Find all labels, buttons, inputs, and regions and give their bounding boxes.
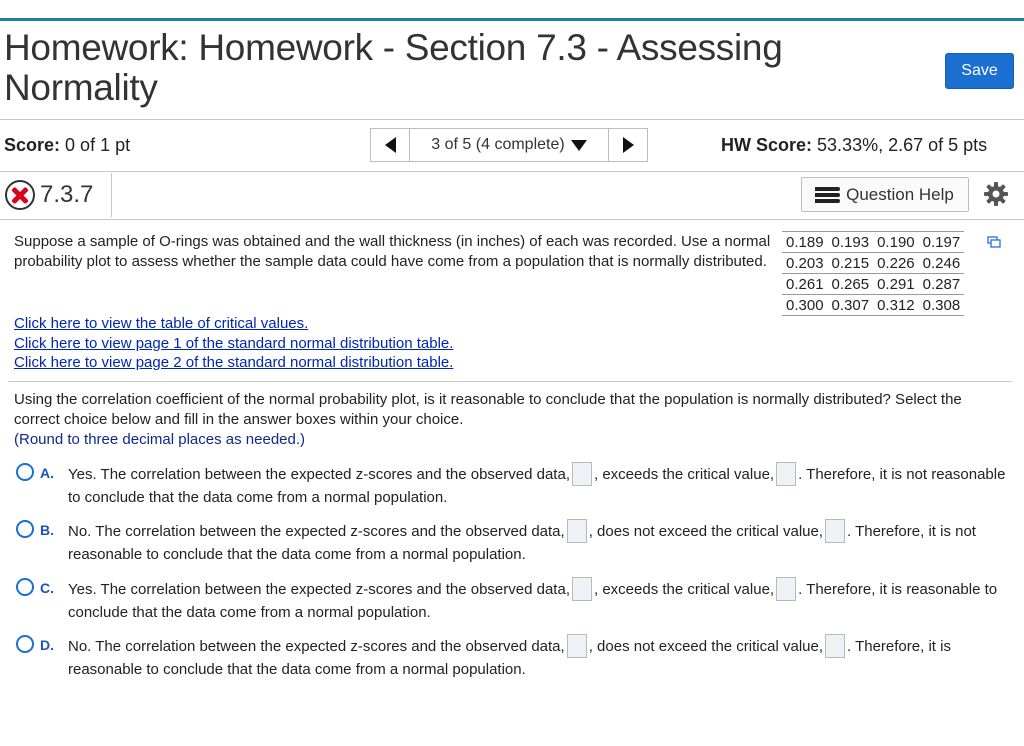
table-cell: 0.261 [782,274,828,295]
score [4,135,130,156]
save-button[interactable]: Save [945,53,1014,89]
choice-text-part: , exceeds the critical value, [594,466,775,483]
choice-text [68,634,1008,681]
choice-text-part: , does not exceed the critical value, [588,523,824,540]
table-cell: 0.291 [873,274,919,295]
gear-icon[interactable] [983,181,1009,207]
choice-text-part: , does not exceed the critical value, [588,638,824,655]
question-prompt: Using the correlation coefficient of the normal probability plot, is it reasonable to conclude that the population is normally distributed? Select the correct choice below and fill in the answer boxes within your choice. [14,391,962,428]
table-cell: 0.215 [828,253,874,274]
caret-down-icon [571,140,587,151]
choice-text-part: No. The correlation between the expected z-scores and the observed data, [68,523,565,540]
list-icon [816,187,840,203]
reference-links [14,314,453,373]
correlation-input[interactable] [567,519,587,543]
question-position: 3 of 5 (4 complete) [431,136,565,153]
table-cell: 0.300 [782,295,828,316]
choice-letter: D. [40,637,54,653]
choice-text-part: No. The correlation between the expected z-scores and the observed data, [68,638,565,655]
divider [0,171,1024,172]
divider [8,381,1012,382]
choice-a-radio[interactable] [16,463,34,481]
choice-text [68,577,1008,624]
top-accent-bar [0,18,1024,21]
question-help-label: Question Help [846,184,954,204]
choice-text-part: . Therefore, it is not reasonable to conclude that the data come from a normal population. [68,523,976,563]
table-cell: 0.190 [873,232,919,253]
critical-value-input[interactable] [825,634,845,658]
correlation-input[interactable] [567,634,587,658]
question-select-dropdown[interactable] [410,128,608,162]
data-table [782,231,964,316]
table-cell: 0.287 [919,274,965,295]
divider [0,119,1024,120]
table-cell: 0.189 [782,232,828,253]
critical-value-input[interactable] [776,462,796,486]
critical-value-input[interactable] [776,577,796,601]
table-cell: 0.265 [828,274,874,295]
choice-text-part: Yes. The correlation between the expected z-scores and the observed data, [68,466,570,483]
page-title-line2: Normality [4,67,158,108]
arrow-right-icon [623,137,634,153]
table-cell: 0.226 [873,253,919,274]
choice-text [68,462,1008,509]
table-row [782,253,964,274]
choice-letter: B. [40,522,54,538]
page-title [4,28,904,108]
choice-letter: A. [40,465,54,481]
score-value: 0 of 1 pt [65,135,131,155]
choice-text-part: , exceeds the critical value, [594,581,775,598]
choice-text-part: . Therefore, it is not reasonable to conclude that the data come from a normal population. [68,466,1006,506]
table-cell: 0.307 [828,295,874,316]
correlation-input[interactable] [572,462,592,486]
problem-statement: Suppose a sample of O-rings was obtained and the wall thickness (in inches) of each was recorded. Use a normal probability plot to assess whether the sample data could have come from a population that is normally distributed. [14,233,771,270]
normal-table-page1-link[interactable]: Click here to view page 1 of the standard normal distribution table. [14,334,454,352]
incorrect-icon [5,180,35,210]
normal-table-page2-link[interactable]: Click here to view page 2 of the standard normal distribution table. [14,354,454,371]
question-navigator [370,128,648,162]
hw-score-value: 53.33%, 2.67 of 5 pts [817,135,988,155]
choice-letter: C. [40,580,54,596]
arrow-left-icon [385,137,396,153]
divider [0,219,1024,220]
previous-question-button[interactable] [370,128,410,162]
question-number-area [0,173,112,217]
table-cell: 0.246 [919,253,965,274]
table-cell: 0.203 [782,253,828,274]
question-number: 7.3.7 [40,181,94,208]
choice-b-radio[interactable] [16,520,34,538]
hw-score [721,135,987,156]
correlation-input[interactable] [572,577,592,601]
critical-value-input[interactable] [825,519,845,543]
table-cell: 0.312 [873,295,919,316]
table-cell: 0.193 [828,232,874,253]
table-cell: 0.197 [919,232,965,253]
critical-values-link[interactable]: Click here to view the table of critical values. [14,315,309,332]
round-note: (Round to three decimal places as needed.) [14,431,306,448]
question-text [14,390,1004,450]
choice-text [68,519,1008,566]
hw-score-label: HW Score: [721,135,813,155]
choice-text-part: . Therefore, it is reasonable to conclude that the data come from a normal population. [68,581,998,621]
next-question-button[interactable] [608,128,648,162]
question-help-button[interactable] [801,177,969,212]
choice-c-radio[interactable] [16,578,34,596]
table-row [782,295,964,316]
table-cell: 0.308 [919,295,965,316]
score-label: Score: [4,135,61,155]
choice-d-radio[interactable] [16,635,34,653]
table-row [782,232,964,253]
table-row [782,274,964,295]
choice-text-part: Yes. The correlation between the expected z-scores and the observed data, [68,581,570,598]
page-title-line1: Homework: Homework - Section 7.3 - Assessing [4,27,783,68]
copy-data-icon[interactable] [987,236,1001,248]
choice-text-part: . Therefore, it is reasonable to conclude that the data come from a normal population. [68,638,951,678]
